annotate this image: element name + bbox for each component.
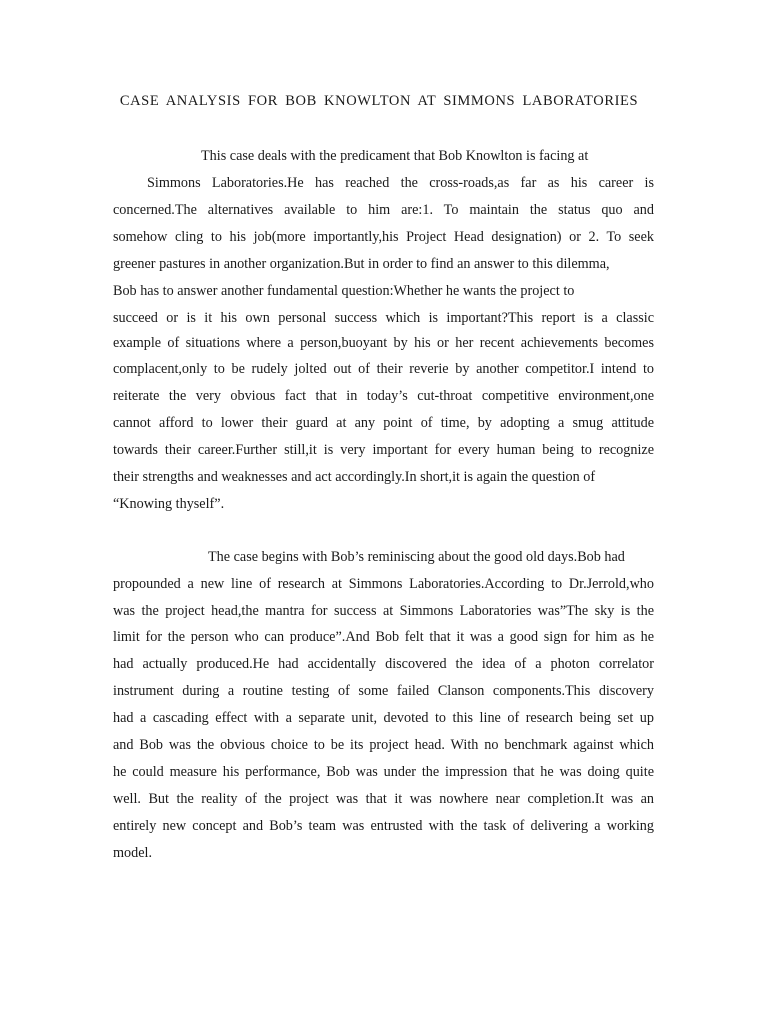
paragraph-1-line-11: cannot afford to lower their guard at any point of time, by adopting a smug attitude	[113, 415, 654, 431]
paragraph-2-line-7: had a cascading effect with a separate unit, devoted to this line of research being set up	[113, 710, 654, 726]
document-title: CASE ANALYSIS FOR BOB KNOWLTON AT SIMMONS LABORATORIES	[119, 93, 639, 109]
paragraph-1-line-6: Bob has to answer another fundamental question:Whether he wants the project to	[113, 283, 575, 299]
paragraph-2-line-5: had actually produced.He had accidentally discovered the idea of a photon correlator	[113, 656, 654, 672]
paragraph-2-line-12: model.	[113, 845, 153, 861]
paragraph-2-line-8: and Bob was the obvious choice to be its project head. With no benchmark against which	[113, 737, 654, 753]
paragraph-2-line-11: entirely new concept and Bob’s team was entrusted with the task of delivering a working	[113, 818, 654, 834]
paragraph-2-line-6: instrument during a routine testing of some failed Clanson components.This discovery	[113, 683, 654, 699]
paragraph-1-line-3: concerned.The alternatives available to him are:1. To maintain the status quo and	[113, 202, 654, 218]
paragraph-1-line-9: complacent,only to be rudely jolted out of their reverie by another competitor.I intend to	[113, 361, 654, 377]
paragraph-1-line-10: reiterate the very obvious fact that in today’s cut-throat competitive environment,one	[113, 388, 654, 404]
paragraph-1-line-1: This case deals with the predicament that Bob Knowlton is facing at	[201, 148, 589, 164]
paragraph-2-line-9: he could measure his performance, Bob was under the impression that he was doing quite	[113, 764, 654, 780]
paragraph-1-line-12: towards their career.Further still,it is very important for every human being to recognize	[113, 442, 654, 458]
paragraph-1-line-5: greener pastures in another organization.But in order to find an answer to this dilemma,	[113, 256, 610, 272]
paragraph-1-line-2: Simmons Laboratories.He has reached the cross-roads,as far as his career is	[147, 175, 654, 191]
paragraph-1-line-8: example of situations where a person,buoyant by his or her recent achievements becomes	[113, 335, 654, 351]
paragraph-2-line-3: was the project head,the mantra for success at Simmons Laboratories was”The sky is the	[113, 603, 654, 619]
paragraph-2-line-2: propounded a new line of research at Simmons Laboratories.According to Dr.Jerrold,who	[113, 576, 654, 592]
paragraph-2-line-1: The case begins with Bob’s reminiscing about the good old days.Bob had	[208, 549, 625, 565]
paragraph-1-line-13: their strengths and weaknesses and act accordingly.In short,it is again the question of	[113, 469, 596, 485]
paragraph-2-line-10: well. But the reality of the project was that it was nowhere near completion.It was an	[113, 791, 654, 807]
paragraph-1-line-4: somehow cling to his job(more importantly,his Project Head designation) or 2. To seek	[113, 229, 654, 245]
paragraph-1-line-7: succeed or is it his own personal success which is important?This report is a classic	[113, 310, 654, 326]
paragraph-1-line-14: “Knowing thyself”.	[113, 496, 225, 512]
paragraph-2-line-4: limit for the person who can produce”.And Bob felt that it was a good sign for him as he	[113, 629, 654, 645]
